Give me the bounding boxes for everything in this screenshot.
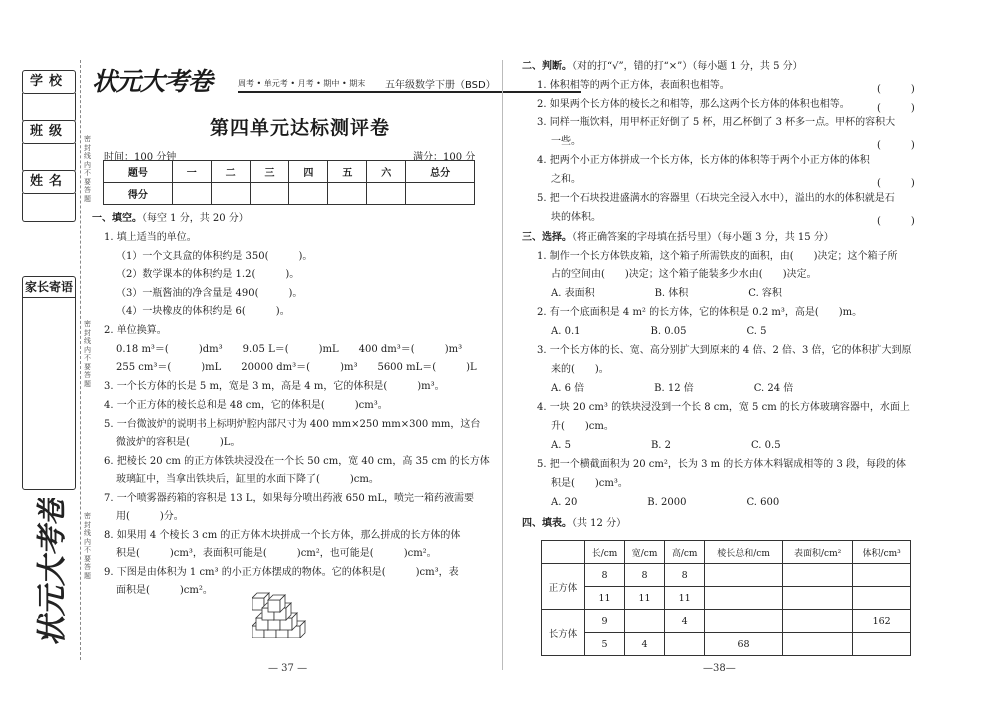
question-line: 6. 把棱长 20 cm 的正方体铁块浸没在一个长 50 cm，宽 40 cm，高 35 cm 的长方体 — [104, 456, 490, 467]
question-line: （4）一块橡皮的体积约是 6( )。 — [116, 306, 290, 317]
choice-line: 积是( )cm³。 — [551, 478, 628, 489]
judge-line: 2. 如果两个长方体的棱长之和相等，那么这两个长方体的体积也相等。 — [537, 99, 850, 110]
question-line: 3. 一个长方体的长是 5 m，宽是 3 m，高是 4 m，它的体积是( )m³。 — [104, 381, 445, 392]
section-2-title: 二、判断。 — [522, 61, 572, 72]
choice-options: A. 表面积 B. 体积 C. 容积 — [551, 288, 782, 299]
score-input-cell[interactable] — [406, 183, 475, 205]
fill-header-cell: 宽/cm — [625, 541, 665, 564]
table-cell[interactable] — [705, 610, 783, 633]
table-row — [542, 564, 911, 587]
fill-header-cell: 体积/cm³ — [853, 541, 911, 564]
judge-line: 3. 同样一瓶饮料，用甲杯正好倒了 5 杯，用乙杯倒了 3 杯多一点。甲杯的容积大 — [537, 117, 896, 128]
section-4-title: 四、填表。 — [522, 518, 572, 529]
sidebar-logo — [18, 498, 76, 648]
brand-subtitle: 周考 • 单元考 • 月考 • 期中 • 期末 — [238, 79, 366, 88]
score-label-cell: 得分 — [104, 183, 173, 205]
section-3-title: 三、选择。 — [522, 232, 572, 243]
table-cell[interactable]: 162 — [853, 610, 911, 633]
fill-header-cell: 长/cm — [585, 541, 625, 564]
choice-options: A. 5 B. 2 C. 0.5 — [551, 440, 781, 451]
header-rule — [238, 91, 581, 93]
row-label-cube: 正方体 — [542, 564, 585, 610]
table-cell[interactable]: 68 — [705, 633, 783, 656]
cube-stack-figure — [252, 592, 312, 638]
choice-options: A. 20 B. 2000 C. 600 — [551, 497, 780, 508]
table-cell[interactable]: 8 — [625, 564, 665, 587]
exam-time: 时间：100 分钟 — [104, 152, 177, 163]
answer-bracket[interactable]: ( ) — [877, 216, 915, 227]
table-cell[interactable] — [625, 610, 665, 633]
exam-full-score: 满分：100 分 — [413, 152, 476, 163]
judge-line: 一些。 — [551, 136, 581, 147]
school-label: 学校 — [22, 70, 76, 94]
score-value-row — [104, 183, 475, 205]
choice-line: 1. 制作一个长方体铁皮箱，这个箱子所需铁皮的面积，由( )决定；这个箱子所 — [537, 251, 898, 262]
section-2-note: （对的打“√”，错的打“×”）（每小题 1 分，共 5 分） — [572, 61, 803, 72]
page-number-left: — 37 — — [268, 663, 308, 674]
question-line: 1. 填上适当的单位。 — [104, 232, 197, 243]
row-label-cuboid: 长方体 — [542, 610, 585, 656]
score-cell: 四 — [289, 161, 328, 183]
question-line: 5. 一台微波炉的说明书上标明炉腔内部尺寸为 400 mm×250 mm×300 mm，这台 — [104, 419, 481, 430]
table-cell[interactable] — [665, 633, 705, 656]
class-field[interactable] — [22, 143, 76, 172]
question-line: 2. 单位换算。 — [104, 325, 167, 336]
table-row — [542, 587, 911, 610]
score-cell: 题号 — [104, 161, 173, 183]
score-input-cell[interactable] — [367, 183, 406, 205]
score-cell: 二 — [211, 161, 250, 183]
score-input-cell[interactable] — [289, 183, 328, 205]
section-1-note: （每空 1 分，共 20 分） — [142, 213, 249, 224]
answer-bracket[interactable]: ( ) — [877, 140, 915, 151]
name-label: 姓名 — [22, 170, 76, 194]
question-line: （3）一瓶酱油的净含量是 490( )。 — [116, 288, 303, 299]
table-row — [542, 633, 911, 656]
seal-text-2: 密封线内不要答题 — [84, 320, 91, 388]
name-field[interactable] — [22, 193, 76, 222]
parent-message-label: 家长寄语 — [23, 277, 75, 298]
question-line: 用( )分。 — [116, 511, 184, 522]
section-3-heading — [522, 232, 834, 244]
choice-options: A. 6 倍 B. 12 倍 C. 24 倍 — [551, 383, 794, 394]
score-input-cell[interactable] — [328, 183, 367, 205]
answer-bracket[interactable]: ( ) — [877, 84, 915, 95]
choice-line: 2. 有一个底面积是 4 m² 的长方体，它的体积是 0.2 m³，高是( )m。 — [537, 307, 863, 318]
score-cell: 五 — [328, 161, 367, 183]
score-input-cell[interactable] — [211, 183, 250, 205]
choice-line: 4. 一块 20 cm³ 的铁块浸没到一个长 8 cm，宽 5 cm 的长方体玻璃容器中，水面上 — [537, 402, 910, 413]
choice-line: 升( )cm。 — [551, 421, 614, 432]
question-line: 8. 如果用 4 个棱长 3 cm 的正方体木块拼成一个长方体，那么拼成的长方体的体 — [104, 530, 461, 541]
judge-line: 之和。 — [551, 174, 581, 185]
choice-line: 占的空间由( )决定；这个箱子能装多少水由( )决定。 — [551, 269, 817, 280]
score-input-cell[interactable] — [172, 183, 211, 205]
score-table — [103, 160, 475, 205]
judge-line: 1. 体积相等的两个正方体，表面积也相等。 — [537, 80, 730, 91]
choice-line: 来的( )。 — [551, 364, 609, 375]
seal-text-3: 密封线内不要答题 — [84, 512, 91, 580]
fill-header-cell: 高/cm — [665, 541, 705, 564]
table-cell[interactable] — [853, 587, 911, 610]
judge-line: 5. 把一个石块投进盛满水的容器里（石块完全浸入水中），溢出的水的体积就是石 — [537, 193, 895, 204]
fill-header-cell — [542, 541, 585, 564]
table-cell[interactable]: 11 — [585, 587, 625, 610]
table-cell[interactable]: 11 — [665, 587, 705, 610]
table-cell[interactable]: 8 — [665, 564, 705, 587]
question-line: 微波炉的容积是( )L。 — [116, 437, 241, 448]
answer-bracket[interactable]: ( ) — [877, 103, 915, 114]
seal-text-1: 密封线内不要答题 — [84, 135, 91, 203]
section-1-heading — [92, 213, 249, 225]
section-1-title: 一、填空。 — [92, 213, 142, 224]
score-cell: 一 — [172, 161, 211, 183]
question-line: （2）数学课本的体积约是 1.2( )。 — [116, 269, 300, 280]
fill-header-row — [542, 541, 911, 564]
score-cell: 总分 — [406, 161, 475, 183]
question-line: 积是( )cm³，表面积可能是( )cm²，也可能是( )cm²。 — [116, 548, 437, 559]
question-line: 9. 下图是由体积为 1 cm³ 的小正方体摆成的物体。它的体积是( )cm³，表 — [104, 567, 459, 578]
table-cell[interactable]: 5 — [585, 633, 625, 656]
question-line: 4. 一个正方体的棱长总和是 48 cm，它的体积是( )cm³。 — [104, 400, 388, 411]
book-title: 五年级数学下册（BSD） — [385, 80, 496, 91]
table-cell[interactable] — [782, 587, 852, 610]
judge-line: 4. 把两个小正方体拼成一个长方体，长方体的体积等于两个小正方体的体积 — [537, 155, 870, 166]
choice-options: A. 0.1 B. 0.05 C. 5 — [551, 326, 767, 337]
section-4-note: （共 12 分） — [572, 518, 627, 529]
exam-title: 第四单元达标测评卷 — [209, 117, 390, 139]
table-cell[interactable]: 4 — [665, 610, 705, 633]
score-cell: 三 — [250, 161, 289, 183]
table-cell[interactable]: 11 — [625, 587, 665, 610]
choice-line: 3. 一个长方体的长、宽、高分别扩大到原来的 4 倍、2 倍、3 倍，它的体积扩大到原 — [537, 345, 912, 356]
question-line: 面积是( )cm²。 — [116, 585, 213, 596]
table-cell[interactable]: 4 — [625, 633, 665, 656]
table-cell[interactable] — [782, 633, 852, 656]
school-field[interactable] — [22, 93, 76, 122]
fill-header-cell: 棱长总和/cm — [705, 541, 783, 564]
question-line: 0.18 m³＝( )dm³ 9.05 L＝( )mL 400 dm³＝( )m³ — [116, 344, 463, 355]
score-input-cell[interactable] — [250, 183, 289, 205]
svg-text:状元大考卷: 状元大考卷 — [35, 498, 70, 646]
question-line: 7. 一个喷雾器药箱的容积是 13 L，如果每分喷出药液 650 mL，喷完一箱药液需要 — [104, 493, 475, 504]
page-number-right: —38— — [703, 663, 736, 674]
table-cell[interactable] — [705, 587, 783, 610]
table-cell[interactable]: 8 — [585, 564, 625, 587]
table-cell[interactable] — [853, 564, 911, 587]
table-cell[interactable] — [782, 610, 852, 633]
choice-line: 5. 把一个横截面积为 20 cm²，长为 3 m 的长方体木料锯成相等的 3 段，每段的体 — [537, 459, 906, 470]
table-cell[interactable]: 9 — [585, 610, 625, 633]
section-3-note: （将正确答案的字母填在括号里）（每小题 3 分，共 15 分） — [572, 232, 834, 243]
brand-logo: 状元大考卷 — [92, 67, 213, 96]
section-4-heading — [522, 518, 626, 530]
binding-sidebar — [0, 0, 80, 705]
section-2-heading — [522, 61, 803, 73]
brand-header — [92, 62, 496, 98]
judge-line: 块的体积。 — [551, 212, 601, 223]
fill-header-cell: 表面积/cm² — [782, 541, 852, 564]
table-cell[interactable] — [705, 564, 783, 587]
score-header-row — [104, 161, 475, 183]
fill-table — [541, 540, 911, 656]
question-line: （1）一个文具盒的体积约是 350( )。 — [116, 251, 313, 262]
table-cell[interactable] — [853, 633, 911, 656]
question-line: 玻璃缸中，当拿出铁块后，缸里的水面下降了( )cm。 — [116, 474, 379, 485]
seal-line — [80, 60, 81, 660]
page-divider — [502, 60, 503, 670]
parent-message-box[interactable] — [22, 276, 76, 490]
answer-bracket[interactable]: ( ) — [877, 178, 915, 189]
score-cell: 六 — [367, 161, 406, 183]
question-line: 255 cm³＝( )mL 20000 dm³＝( )m³ 5600 mL＝( )L — [116, 362, 477, 373]
table-cell[interactable] — [782, 564, 852, 587]
table-row — [542, 610, 911, 633]
class-label: 班级 — [22, 120, 76, 144]
